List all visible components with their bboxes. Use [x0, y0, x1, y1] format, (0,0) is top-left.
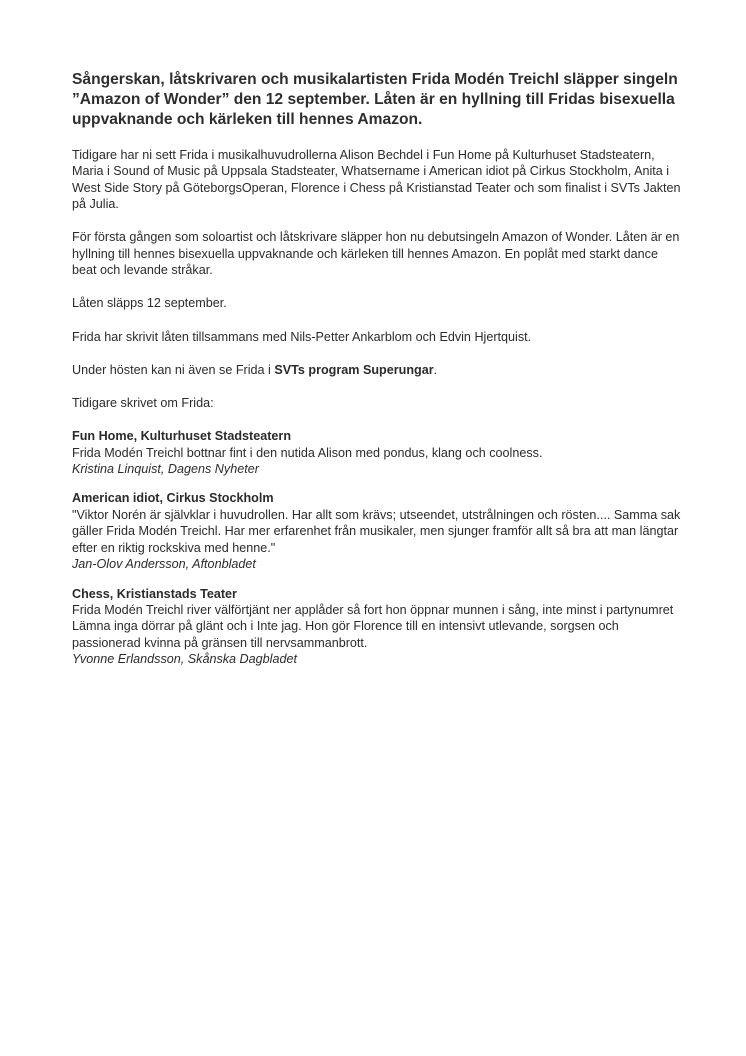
review-source: Jan-Olov Andersson, Aftonbladet — [72, 557, 256, 572]
tv-program-paragraph — [72, 362, 682, 378]
press-release-page — [72, 70, 682, 681]
intro-paragraph-debut-single: För första gången som soloartist och låtskrivare släpper hon nu debutsingeln Amazon of Wonder. Låten är en hyllning till hennes bisexuella uppvaknande och kärleken till hennes Amazon. En poplåt med starkt dance beat och levande stråkar. — [72, 230, 680, 278]
tv-program-suffix: . — [433, 362, 438, 377]
headline: Sångerskan, låtskrivaren och musikalartisten Frida Modén Treichl släpper singeln ”Amazon of Wonder” den 12 september. Låten är en hyllning till Fridas bisexuella uppvaknande och kärleken till hennes Amazon. — [72, 71, 678, 128]
songwriters-paragraph: Frida har skrivit låten tillsammans med Nils-Petter Ankarblom och Edvin Hjertquist. — [72, 329, 532, 344]
review-fun-home — [72, 428, 682, 477]
release-date-paragraph: Låten släpps 12 september. — [72, 296, 227, 311]
review-title: Chess, Kristianstads Teater — [72, 586, 237, 601]
review-source: Yvonne Erlandsson, Skånska Dagbladet — [72, 652, 297, 667]
tv-program-name: SVTs program Superungar — [274, 362, 434, 377]
intro-paragraph-roles: Tidigare har ni sett Frida i musikalhuvudrollerna Alison Bechdel i Fun Home på Kulturhuset Stadsteatern, Maria i Sound of Music på Uppsala Stadsteater, Whatsername i American idiot på Cirkus Stockholm, Anita i West Side Story på GöteborgsOperan, Florence i Chess på Kristianstad Teater och som finalist i SVTs Jakten på Julia. — [72, 148, 681, 212]
reviews-intro: Tidigare skrivet om Frida: — [72, 396, 214, 411]
tv-program-prefix: Under hösten kan ni även se Frida i — [72, 362, 275, 377]
review-quote: Frida Modén Treichl river välförtjänt ner applåder så fort hon öppnar munnen i sång, inte minst i partynumret Lämna inga dörrar på glänt och i Inte jag. Hon gör Florence till en intensivt utlevande, sorgsen och passionerad kvinna på gränsen till nervsammanbrott. — [72, 602, 674, 650]
review-title: Fun Home, Kulturhuset Stadsteatern — [72, 429, 292, 444]
review-title: American idiot, Cirkus Stockholm — [72, 491, 274, 506]
review-source: Kristina Linquist, Dagens Nyheter — [72, 462, 259, 477]
review-american-idiot — [72, 490, 682, 572]
review-chess — [72, 586, 682, 668]
review-quote: "Viktor Norén är självklar i huvudrollen. Har allt som krävs; utseendet, utstrålningen och rösten.... Samma sak gäller Frida Modén Treichl. Har mer erfarenhet från musikaler, men sjunger framför allt så bra att man längtar efter en riktig rockskiva med henne." — [72, 507, 681, 555]
review-quote: Frida Modén Treichl bottnar fint i den nutida Alison med pondus, klang och coolness. — [72, 445, 543, 460]
